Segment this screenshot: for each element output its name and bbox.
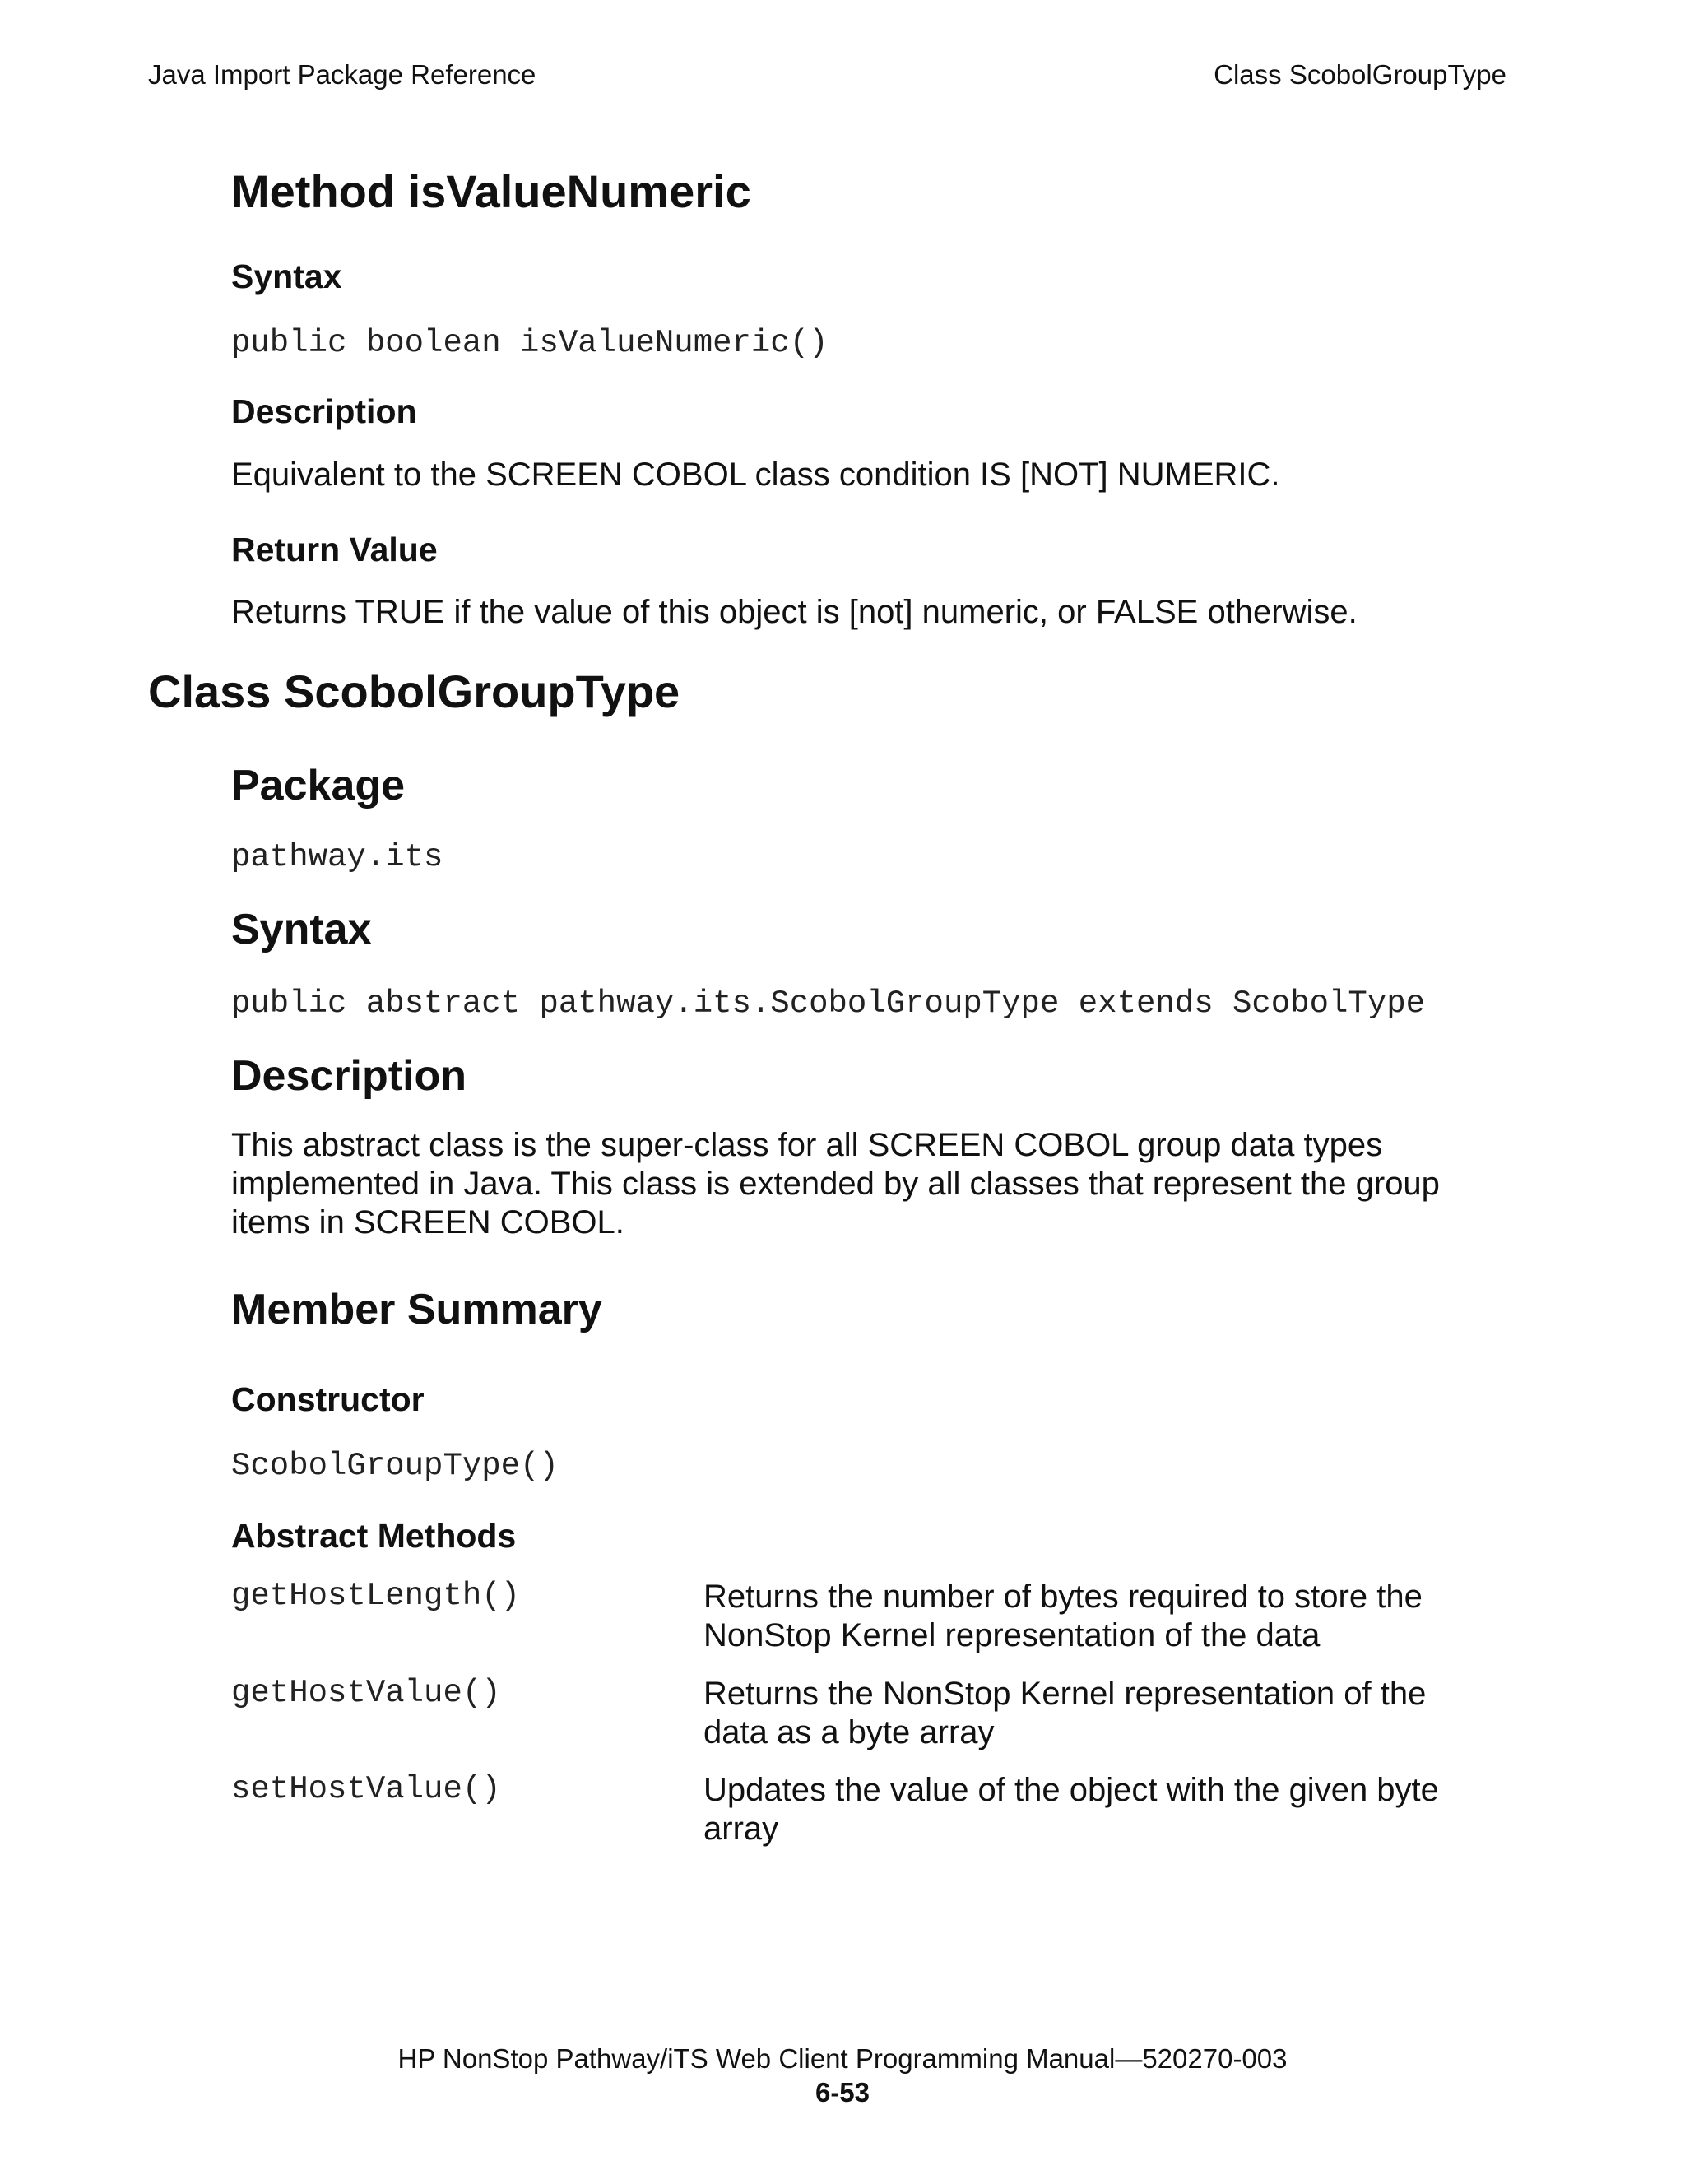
method-syntax-heading: Syntax (231, 257, 342, 295)
class-syntax-code: public abstract pathway.its.ScobolGroupType extends ScobolType (231, 985, 1426, 1022)
abstract-methods-heading: Abstract Methods (231, 1517, 517, 1555)
class-title: Class ScobolGroupType (148, 665, 680, 717)
package-code: pathway.its (231, 839, 443, 875)
class-syntax-heading: Syntax (231, 906, 372, 953)
method-description: Returns the number of bytes required to store the NonStop Kernel representation of the data (703, 1579, 1423, 1653)
class-description-heading: Description (231, 1052, 467, 1100)
constructor-code: ScobolGroupType() (231, 1448, 559, 1484)
footer-manual-title: HP NonStop Pathway/iTS Web Client Programming Manual—520270-003 (397, 2043, 1288, 2074)
method-syntax-code: public boolean isValueNumeric() (231, 325, 829, 361)
class-description-text: This abstract class is the super-class for all SCREEN COBOL group data types implemented in Java. This class is extended by all classes that represent the group items in SCREEN COBOL. (231, 1127, 1440, 1240)
footer-page-number: 6-53 (815, 2077, 870, 2107)
method-description: Updates the value of the object with the given byte array (703, 1772, 1439, 1847)
method-return-heading: Return Value (231, 531, 438, 568)
method-name: getHostValue() (231, 1675, 501, 1711)
method-description: Returns the NonStop Kernel representation of the data as a byte array (703, 1676, 1427, 1750)
method-title: Method isValueNumeric (231, 165, 751, 217)
running-header-left: Java Import Package Reference (148, 59, 536, 90)
running-header-right: Class ScobolGroupType (1214, 59, 1506, 90)
member-summary-heading: Member Summary (231, 1286, 602, 1333)
method-name: setHostValue() (231, 1771, 501, 1807)
constructor-heading: Constructor (231, 1380, 425, 1418)
method-return-text: Returns TRUE if the value of this object is [not] numeric, or FALSE otherwise. (231, 594, 1358, 630)
method-description-heading: Description (231, 392, 417, 430)
method-description-text: Equivalent to the SCREEN COBOL class condition IS [NOT] NUMERIC. (231, 457, 1280, 493)
method-name: getHostLength() (231, 1578, 521, 1614)
package-heading: Package (231, 762, 406, 809)
